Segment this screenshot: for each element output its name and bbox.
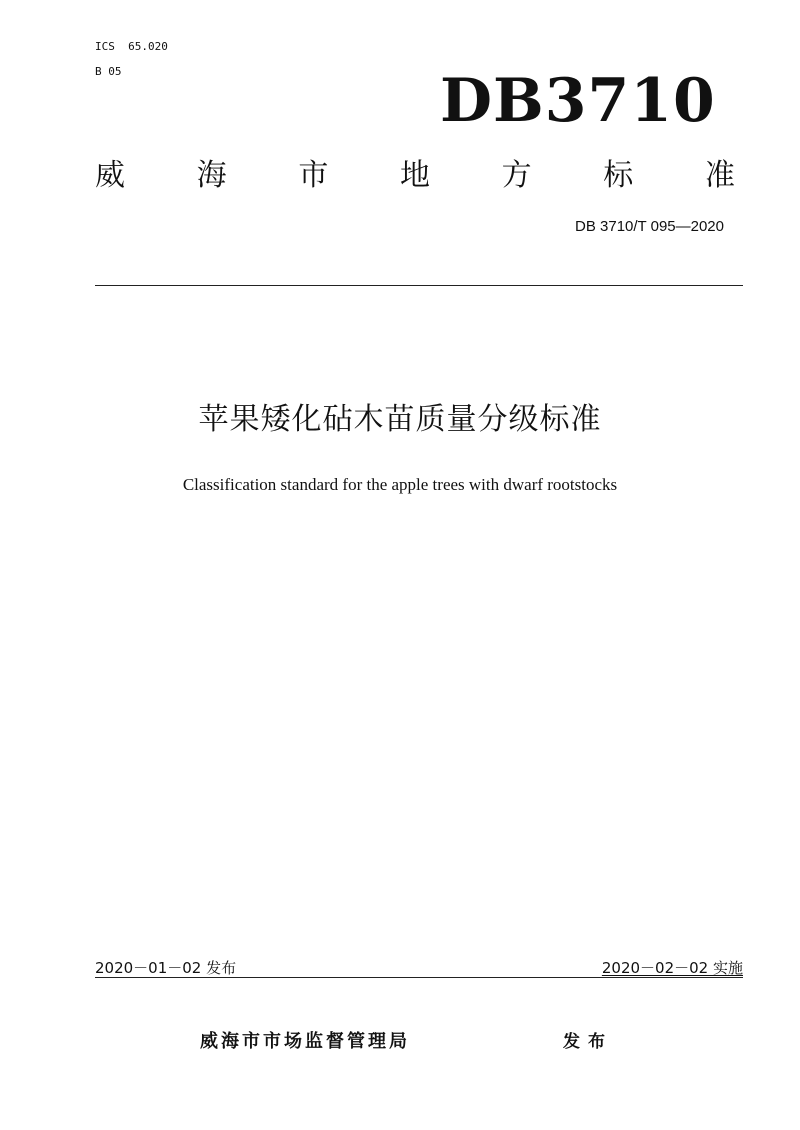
issue-label: 发布 — [563, 1032, 613, 1052]
standard-number: DB 3710/T 095—2020 — [575, 218, 724, 235]
standard-type-heading — [95, 158, 735, 194]
issuing-authority: 威海市市场监督管理局 — [200, 1031, 410, 1052]
document-title-english: Classification standard for the apple trees with dwarf rootstocks — [182, 475, 618, 494]
ics-code: ICS 65.020 — [95, 40, 168, 53]
document-title-chinese: 苹果矮化砧木苗质量分级标准 — [198, 402, 602, 437]
db-logo: DB3710 — [440, 66, 716, 136]
standard-type-char: 海 — [196, 158, 227, 193]
ccs-code: B 05 — [95, 65, 122, 78]
implement-date: 2020－02－02 实施 — [601, 959, 743, 977]
standard-type-char: 准 — [704, 158, 735, 193]
top-divider — [95, 285, 743, 286]
standard-type-char: 市 — [298, 158, 329, 193]
publish-date: 2020－01－02 发布 — [95, 959, 237, 977]
standard-type-char: 威 — [95, 158, 125, 193]
standard-type-char: 地 — [399, 158, 430, 193]
standard-type-char: 标 — [603, 158, 634, 193]
standard-type-char: 方 — [501, 158, 532, 193]
bottom-divider — [95, 977, 743, 978]
